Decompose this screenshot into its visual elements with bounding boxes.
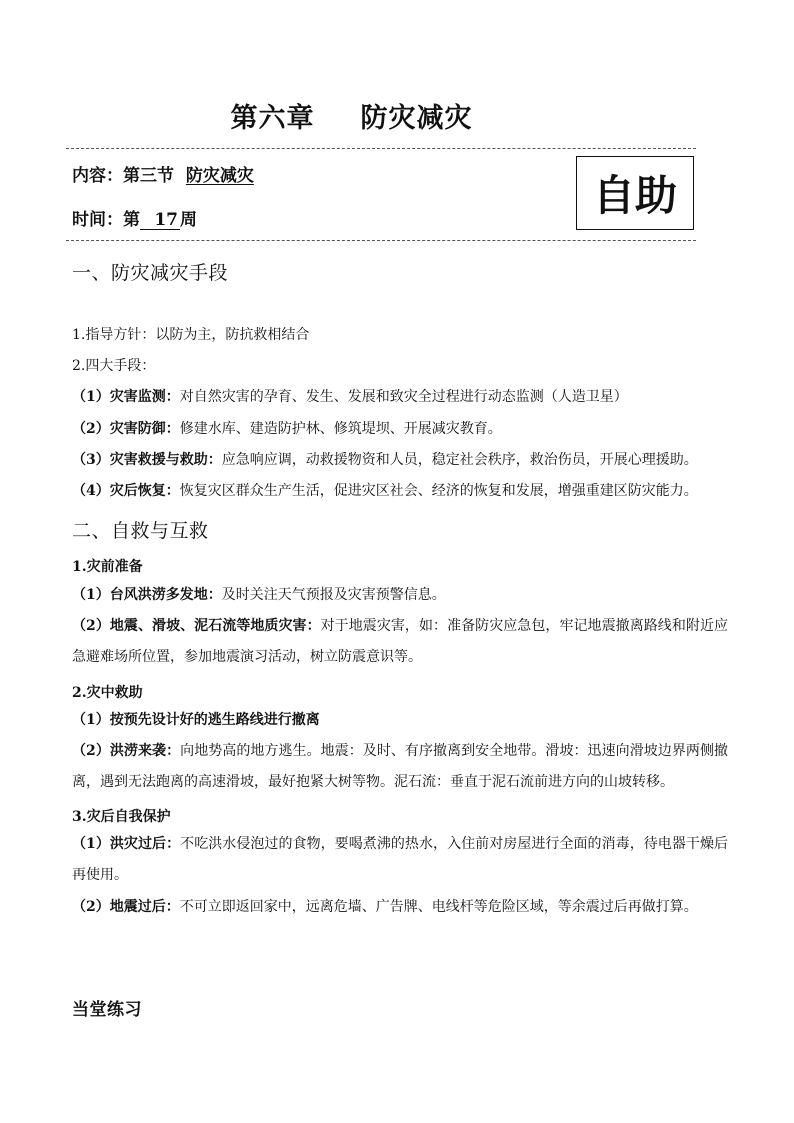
during-item xyxy=(72,736,728,798)
means-item xyxy=(72,453,698,467)
during-item xyxy=(72,713,320,727)
header-bottom-rule xyxy=(66,240,696,241)
means-item xyxy=(72,422,502,436)
item-text: 对自然灾害的孕育、发生、发展和致灾全过程进行动态监测（人造卫星） xyxy=(179,389,628,405)
week-suffix: 周 xyxy=(180,210,197,230)
item-text: 向地势高的地方逃生。地震：及时、有序撤离到安全地带。滑坡：迅速向滑坡边界两侧撤离，遇到无法跑离的高速滑坡，最好抱紧大树等物。泥石流：垂直于泥石流前进方向的山坡转移。 xyxy=(72,743,728,790)
self-study-stamp: 自助 xyxy=(576,156,694,230)
means-title: 2.四大手段： xyxy=(72,358,156,374)
item-label: （1）灾害监测： xyxy=(72,389,180,405)
week-number: 17 xyxy=(140,211,180,230)
item-text: 恢复灾区群众生产生活，促进灾区社会、经济的恢复和发展，增强重建区防灾能力。 xyxy=(179,483,698,499)
chapter-title: 防灾减灾 xyxy=(360,103,473,134)
time-label: 时间：第 xyxy=(72,210,140,230)
time-line xyxy=(72,205,197,230)
before-item xyxy=(72,588,446,602)
means-item xyxy=(72,484,698,498)
item-label: （1）按预先设计好的逃生路线进行撤离 xyxy=(72,712,320,728)
guideline: 1.指导方针：以防为主，防抗救相结合 xyxy=(72,327,310,343)
item-text: 及时关注天气预报及灾害预警信息。 xyxy=(221,587,446,603)
item-label: （2）洪涝来袭： xyxy=(72,743,181,759)
item-label: （2）灾害防御： xyxy=(72,421,180,437)
item-label: （1）洪灾过后： xyxy=(72,836,181,852)
means-item xyxy=(72,390,628,404)
content-label: 内容：第三节 xyxy=(72,166,174,186)
content-line xyxy=(72,161,254,186)
item-text: 应急响应调，动救援物资和人员，稳定社会秩序，救治伤员，开展心理援助。 xyxy=(221,452,698,468)
after-title: 3.灾后自我保护 xyxy=(72,809,171,825)
item-label: （2）地震过后： xyxy=(72,899,180,915)
item-text: 修建水库、建造防护林、修筑堤坝、开展减灾教育。 xyxy=(179,421,502,437)
item-label: （1）台风洪涝多发地： xyxy=(72,587,222,603)
item-text: 不可立即返回家中，远离危墙、广告牌、电线杆等危险区域，等余震过后再做打算。 xyxy=(179,899,698,915)
chapter-number: 第六章 xyxy=(230,103,315,134)
item-label: （3）灾害救援与救助： xyxy=(72,452,222,468)
header-top-rule xyxy=(66,148,696,149)
practice-heading: 当堂练习 xyxy=(72,1000,142,1020)
item-text: 对于地震灾害，如：准备防灾应急包，牢记地震撤离路线和附近应急避难场所位置，参加地震演习活动，树立防震意识等。 xyxy=(72,618,728,665)
after-item xyxy=(72,829,728,891)
section2-heading: 二、自救与互救 xyxy=(72,520,209,542)
item-label: （4）灾后恢复： xyxy=(72,483,180,499)
item-label: （2）地震、滑坡、泥石流等地质灾害： xyxy=(72,618,321,634)
section1-heading: 一、防灾减灾手段 xyxy=(72,262,229,284)
item-text: 不吃洪水侵泡过的食物，要喝煮沸的热水，入住前对房屋进行全面的消毒，待电器干燥后再使用。 xyxy=(72,836,728,883)
before-title: 1.灾前准备 xyxy=(72,559,143,575)
content-value: 防灾减灾 xyxy=(185,166,254,186)
page-title xyxy=(0,96,703,135)
after-item xyxy=(72,900,698,914)
before-item xyxy=(72,611,728,673)
during-title: 2.灾中救助 xyxy=(72,685,143,701)
